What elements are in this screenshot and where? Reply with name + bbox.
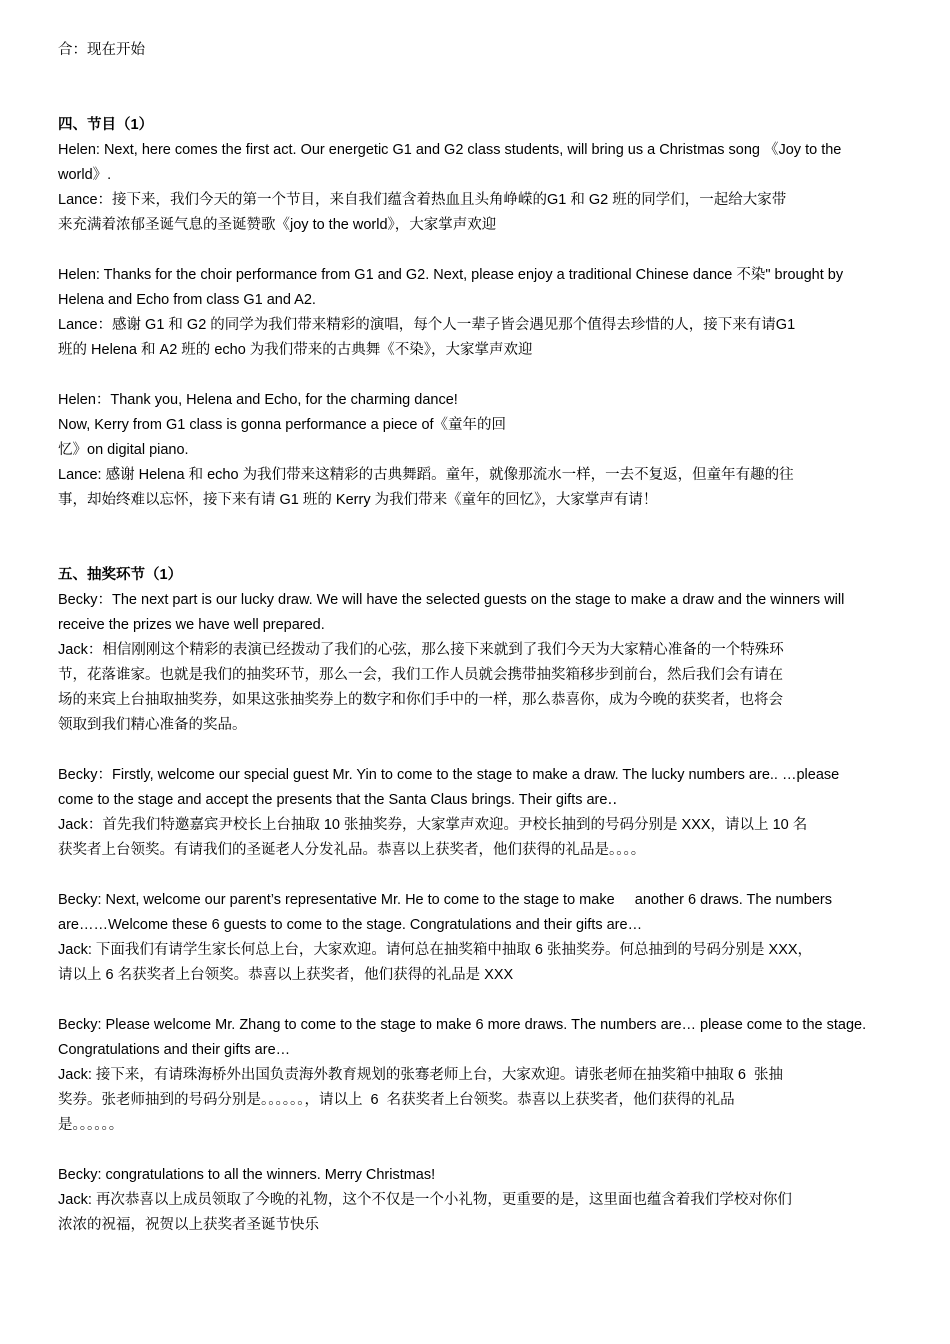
lance-line-3b: 事，却始终难以忘怀，接下来有请 G1 班的 Kerry 为我们带来《童年的回忆》，大家掌声有请！: [58, 492, 658, 508]
becky-line-4b: Congratulations and their gifts are…: [58, 1042, 291, 1058]
becky-line-2a: Becky：Firstly, welcome our special guest Mr. Yin to come to the stage to make a draw. The lucky numbers are.. …please: [58, 767, 840, 783]
spacer: [58, 363, 910, 388]
document-page: [58, 38, 910, 1238]
section-5-heading: 五、抽奖环节（1）: [58, 567, 183, 583]
jack-line-3a: Jack: 下面我们有请学生家长何总上台，大家欢迎。请何总在抽奖箱中抽取 6 张抽奖券。何总抽到的号码分别是 XXX，: [58, 942, 813, 958]
lance-line-2a: Lance：感谢 G1 和 G2 的同学为我们带来精彩的演唱，每个人一辈子皆会遇见那个值得去珍惜的人，接下来有请G1: [58, 317, 796, 333]
spacer: [58, 1138, 910, 1163]
spacer: [58, 863, 910, 888]
becky-line-3b: are……Welcome these 6 guests to come to the stage. Congratulations and their gifts are…: [58, 917, 643, 933]
lance-line-1b: 来充满着浓郁圣诞气息的圣诞赞歌《joy to the world》，大家掌声欢迎: [58, 217, 497, 233]
spacer: [58, 988, 910, 1013]
lance-line-1a: Lance：接下来，我们今天的第一个节目，来自我们蕴含着热血且头角峥嵘的G1 和 G2 班的同学们，一起给大家带: [58, 192, 787, 208]
section-4-heading: 四、节目（1）: [58, 117, 154, 133]
helen-line-3a: Helen：Thank you, Helena and Echo, for the charming dance!: [58, 392, 458, 408]
lance-line-3a: Lance: 感谢 Helena 和 echo 为我们带来这精彩的古典舞蹈。童年，就像那流水一样，一去不复返，但童年有趣的往: [58, 467, 794, 483]
becky-line-3a: Becky: Next, welcome our parent’s representative Mr. He to come to the stage to make another 6 draws. The numbers: [58, 892, 832, 908]
spacer: [58, 63, 910, 113]
becky-line-5a: Becky: congratulations to all the winners. Merry Christmas!: [58, 1167, 436, 1183]
jack-line-1d: 领取到我们精心准备的奖品。: [58, 717, 247, 733]
jack-line-1a: Jack：相信刚刚这个精彩的表演已经拨动了我们的心弦，那么接下来就到了我们今天为大家精心准备的一个特殊环: [58, 642, 784, 658]
jack-line-1b: 节，花落谁家。也就是我们的抽奖环节，那么一会，我们工作人员就会携带抽奖箱移步到前台，然后我们会有请在: [58, 667, 783, 683]
jack-line-4c: 是。。。。。。: [58, 1117, 124, 1133]
becky-line-2b: come to the stage and accept the presents that the Santa Claus brings. Their gifts are‥: [58, 792, 618, 808]
helen-line-1b: world》.: [58, 167, 112, 183]
jack-line-2b: 获奖者上台领奖。有请我们的圣诞老人分发礼品。恭喜以上获奖者，他们获得的礼品是。。。。: [58, 842, 646, 858]
becky-line-4a: Becky: Please welcome Mr. Zhang to come to the stage to make 6 more draws. The numbers are… please come to the stage.: [58, 1017, 867, 1033]
intro-line: 合：现在开始: [58, 42, 145, 58]
jack-line-5b: 浓浓的祝福，祝贺以上获奖者圣诞节快乐: [58, 1217, 319, 1233]
spacer: [58, 513, 910, 563]
lance-line-2b: 班的 Helena 和 A2 班的 echo 为我们带来的古典舞《不染》，大家掌声欢迎: [58, 342, 533, 358]
spacer: [58, 238, 910, 263]
becky-line-1b: receive the prizes we have well prepared.: [58, 617, 325, 633]
helen-line-2a: Helen: Thanks for the choir performance from G1 and G2. Next, please enjoy a traditional Chinese dance 不染" brought by: [58, 267, 844, 283]
jack-line-5a: Jack: 再次恭喜以上成员领取了今晚的礼物，这个不仅是一个小礼物，更重要的是，这里面也蕴含着我们学校对你们: [58, 1192, 792, 1208]
jack-line-1c: 场的来宾上台抽取抽奖券，如果这张抽奖券上的数字和你们手中的一样，那么恭喜你，成为今晚的获奖者，也将会: [58, 692, 783, 708]
helen-line-3b: Now, Kerry from G1 class is gonna performance a piece of《童年的回: [58, 417, 507, 433]
helen-line-3c: 忆》on digital piano.: [58, 442, 189, 458]
helen-line-2b: Helena and Echo from class G1 and A2.: [58, 292, 316, 308]
jack-line-4a: Jack: 接下来，有请珠海桥外出国负责海外教育规划的张骞老师上台，大家欢迎。请张老师在抽奖箱中抽取 6 张抽: [58, 1067, 784, 1083]
jack-line-4b: 奖券。张老师抽到的号码分别是。。。。。。，请以上 6 名获奖者上台领奖。恭喜以上获奖者，他们获得的礼品: [58, 1092, 735, 1108]
jack-line-2a: Jack：首先我们特邀嘉宾尹校长上台抽取 10 张抽奖券，大家掌声欢迎。尹校长抽到的号码分别是 XXX，请以上 10 名: [58, 817, 808, 833]
becky-line-1a: Becky：The next part is our lucky draw. We will have the selected guests on the stage to make a draw and the winners will: [58, 592, 845, 608]
helen-line-1a: Helen: Next, here comes the first act. Our energetic G1 and G2 class students, will bring us a Christmas song 《Joy to the: [58, 142, 842, 158]
spacer: [58, 738, 910, 763]
jack-line-3b: 请以上 6 名获奖者上台领奖。恭喜以上获奖者，他们获得的礼品是 XXX: [58, 967, 514, 983]
